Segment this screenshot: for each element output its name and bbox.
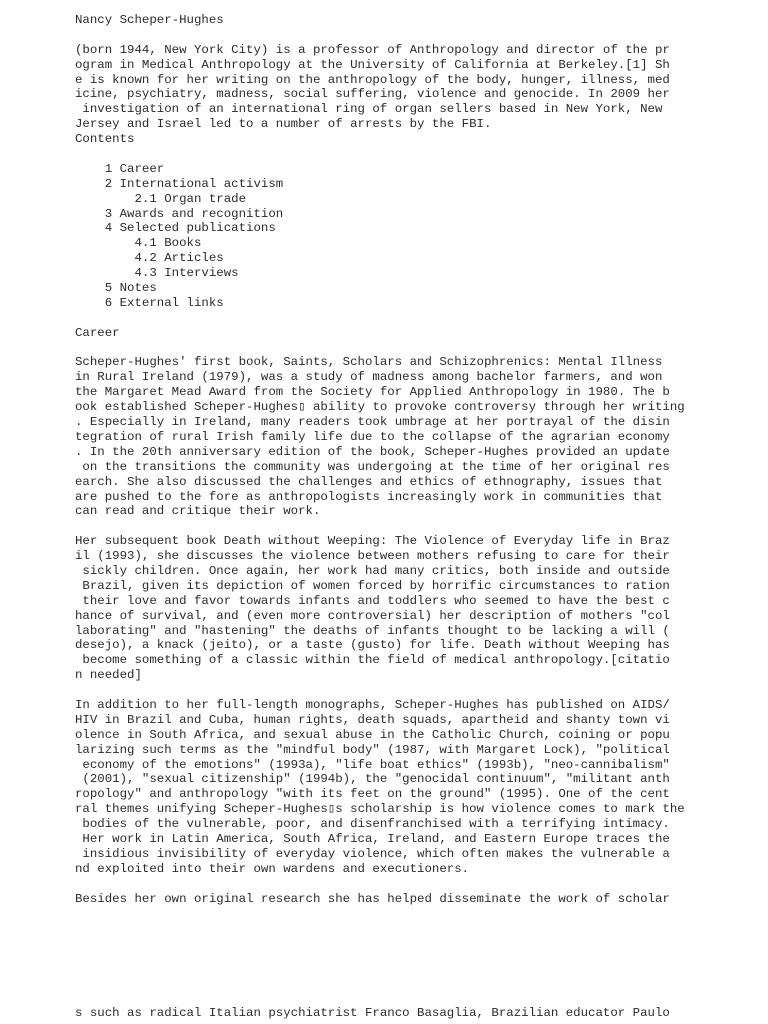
text-line: olence in South Africa, and sexual abuse in the Catholic Church, coining or popu: [75, 727, 670, 742]
text-line: nd exploited into their own wardens and executioners.: [75, 861, 470, 876]
text-line: are pushed to the fore as anthropologists increasingly work in communities that: [75, 489, 663, 504]
text-line: ogram in Medical Anthropology at the University of California at Berkeley.[1] Sh: [75, 57, 670, 72]
career-paragraph-4-continued: s such as radical Italian psychiatrist Franco Basaglia, Brazilian educator Paulo: [75, 1006, 670, 1020]
text-line: Brazil, given its depiction of women forced by horrific circumstances to ration: [75, 578, 670, 593]
toc-link[interactable]: 2.1 Organ trade: [75, 191, 247, 206]
text-line: insidious invisibility of everyday violence, which often makes the vulnerable a: [75, 846, 670, 861]
text-line: ook established Scheper-Hughes▯ ability to provoke controversy through her writing: [75, 400, 685, 415]
text-line: il (1993), she discusses the violence between mothers refusing to care for their: [75, 549, 670, 564]
career-paragraph-4-start: Besides her own original research she has helped disseminate the work of scholar: [75, 891, 670, 906]
text-line: tegration of rural Irish family life due to the collapse of the agrarian economy: [75, 429, 670, 444]
text-line: (2001), "sexual citizenship" (1994b), the "genocidal continuum", "militant anth: [75, 772, 670, 787]
text-line: . In the 20th anniversary edition of the book, Scheper-Hughes provided an update: [75, 444, 670, 459]
intro-paragraph: [75, 43, 695, 132]
career-paragraph-2: [75, 534, 695, 683]
text-line: larizing such terms as the "mindful body" (1987, with Margaret Lock), "political: [75, 742, 670, 757]
career-paragraph-1: [75, 355, 695, 519]
contents-heading: Contents: [75, 132, 135, 147]
toc-link[interactable]: 4.1 Books: [75, 236, 202, 251]
toc-link[interactable]: 3 Awards and recognition: [75, 206, 284, 221]
text-line: investigation of an international ring of organ sellers based in New York, New: [75, 102, 663, 117]
text-line: (born 1944, New York City) is a professor of Anthropology and director of the pr: [75, 42, 670, 57]
text-line: Scheper-Hughes' first book, Saints, Scholars and Schizophrenics: Mental Illness: [75, 355, 663, 370]
text-line: ropology" and anthropology "with its feet on the ground" (1995). One of the cent: [75, 787, 670, 802]
section-heading-career: Career: [75, 325, 120, 340]
text-line: bodies of the vulnerable, poor, and disenfranchised with a terrifying intimacy.: [75, 817, 670, 832]
text-line: Jersey and Israel led to a number of arrests by the FBI.: [75, 117, 492, 132]
toc-link[interactable]: 2 International activism: [75, 176, 284, 191]
text-line: n needed]: [75, 668, 142, 683]
toc-link[interactable]: 1 Career: [75, 161, 165, 176]
toc-link[interactable]: 4.2 Articles: [75, 251, 224, 266]
text-line: Her work in Latin America, South Africa, Ireland, and Eastern Europe traces the: [75, 831, 670, 846]
text-line: their love and favor towards infants and toddlers who seemed to have the best c: [75, 593, 670, 608]
text-line: on the transitions the community was undergoing at the time of her original res: [75, 459, 670, 474]
text-line: can read and critique their work.: [75, 504, 321, 519]
text-line: . Especially in Ireland, many readers took umbrage at her portrayal of the disin: [75, 415, 670, 430]
toc-link[interactable]: 4.3 Interviews: [75, 266, 239, 281]
document-body: [75, 13, 695, 906]
text-line: hance of survival, and (even more controversial) her description of mothers "col: [75, 608, 670, 623]
table-of-contents: [75, 162, 695, 311]
text-line: sickly children. Once again, her work had many critics, both inside and outside: [75, 563, 670, 578]
text-line: laborating" and "hastening" the deaths of infants thought to be lacking a will (: [75, 623, 670, 638]
text-line: ral themes unifying Scheper-Hughes▯s scholarship is how violence comes to mark the: [75, 802, 685, 817]
career-paragraph-3: [75, 698, 695, 877]
text-line: In addition to her full-length monographs, Scheper-Hughes has published on AIDS/: [75, 697, 670, 712]
text-line: in Rural Ireland (1979), was a study of madness among bachelor farmers, and won: [75, 370, 663, 385]
text-line: become something of a classic within the field of medical anthropology.[citatio: [75, 653, 670, 668]
document-title: Nancy Scheper-Hughes: [75, 13, 224, 27]
text-line: economy of the emotions" (1993a), "life boat ethics" (1993b), "neo-cannibalism": [75, 757, 670, 772]
text-line: HIV in Brazil and Cuba, human rights, death squads, apartheid and shanty town vi: [75, 712, 670, 727]
toc-link[interactable]: 6 External links: [75, 295, 224, 310]
text-line: icine, psychiatry, madness, social suffering, violence and genocide. In 2009 her: [75, 87, 670, 102]
text-line: e is known for her writing on the anthropology of the body, hunger, illness, med: [75, 72, 670, 87]
toc-link[interactable]: 5 Notes: [75, 281, 157, 296]
text-line: earch. She also discussed the challenges and ethics of ethnography, issues that: [75, 474, 663, 489]
text-line: desejo), a knack (jeito), or a taste (gusto) for life. Death without Weeping has: [75, 638, 670, 653]
toc-link[interactable]: 4 Selected publications: [75, 221, 276, 236]
text-line: Her subsequent book Death without Weeping: The Violence of Everyday life in Braz: [75, 534, 670, 549]
text-line: the Margaret Mead Award from the Society for Applied Anthropology in 1980. The b: [75, 385, 670, 400]
